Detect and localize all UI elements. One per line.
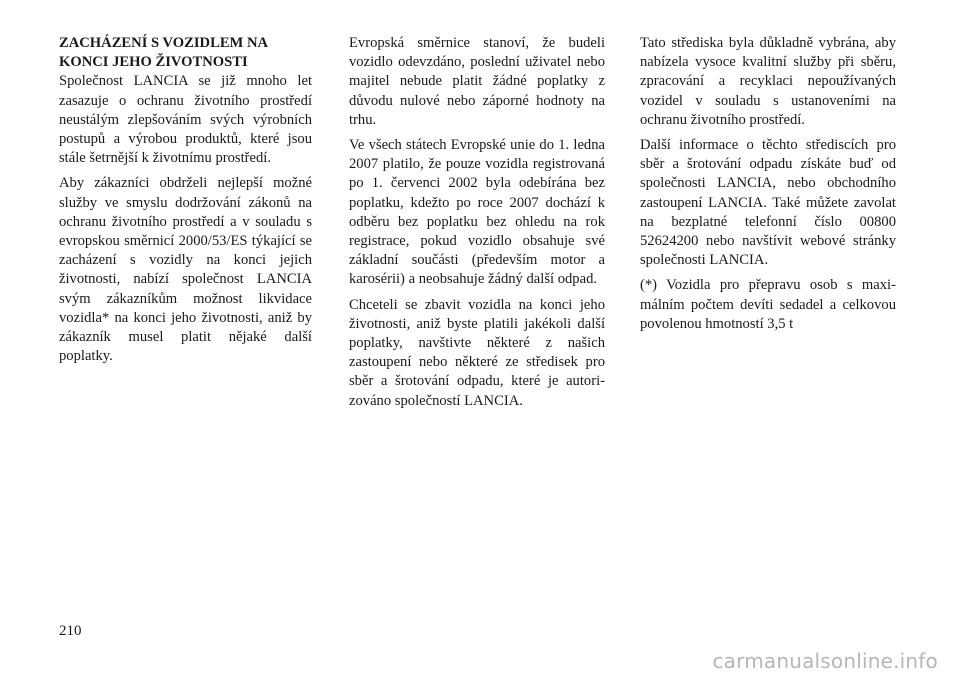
column-2 — [349, 34, 605, 417]
column-1 — [59, 34, 312, 372]
paragraph: Aby zákazníci obdrželi nejlepší možné služby ve smyslu dodržování zákonů na ochranu životního prostředí a v souladu s evropskou směrnicí 2000/53/ES týkající se zacházení s vozidly na konci jejich životnosti, nabízí společnost LANCIA svým zákazníkům možnost likvidace vozidla* na konci jeho životnosti, aniž by zákazník musel platit nějaké další poplatky. — [59, 175, 312, 365]
paragraph: Další informace o těchto střediscích pro sběr a šrotování odpadu získáte buď od společnosti LANCIA, nebo obchodního zastoupení LANCIA. Také můžete zavolat na bezplatné telefonní číslo 00800 52624200 nebo navštívit webové stránky společnosti LANCIA. — [640, 137, 896, 269]
section-heading: ZACHÁZENÍ S VOZIDLEM NA KONCI JEHO ŽIVOTNOSTI — [59, 35, 268, 71]
paragraph: Ve všech státech Evropské unie do 1. ledna 2007 platilo, že pouze vozidla registrovaná po 1. červenci 2002 byla odebírána bez poplatku, kdežto po roce 2007 dochází k odběru bez poplatku bez ohledu na rok registrace, pokud vozidlo obsahuje své základní součásti (především motor a karosérii) a neobsahuje žádný další odpad. — [349, 137, 605, 288]
watermark: carmanualsonline.info — [712, 649, 938, 673]
paragraph: Tato střediska byla důkladně vybrána, aby nabízela vysoce kvalitní služby při sběru, zpracování a recyklaci nepoužívaných vozidel v souladu s ustanoveními na ochranu životního prostředí. — [640, 35, 896, 128]
footnote: (*) Vozidla pro přepravu osob s maximálním počtem devíti sedadel a celkovou povolenou hmotností 3,5 t — [640, 277, 896, 332]
page-number: 210 — [59, 623, 82, 639]
paragraph: Evropská směrnice stanoví, že budeli vozidlo odevzdáno, poslední uživatel nebo majitel nebude platit žádné poplatky z důvodu nulové nebo záporné hodnoty na trhu. — [349, 35, 605, 128]
column-3 — [640, 34, 896, 340]
paragraph: Společnost LANCIA se již mnoho let zasazuje o ochranu životního prostředí neustálým zlepšováním svých výrobních postupů a výrobou produktů, které jsou stále šetrnější k životnímu prostředí. — [59, 73, 312, 167]
paragraph: Chceteli se zbavit vozidla na konci jeho životnosti, aniž byste platili jakékoli další poplatky, navštivte některé z našich zastoupení nebo některé ze středisek pro sběr a šrotování odpadu, které je autorizováno společností LANCIA. — [349, 296, 605, 409]
